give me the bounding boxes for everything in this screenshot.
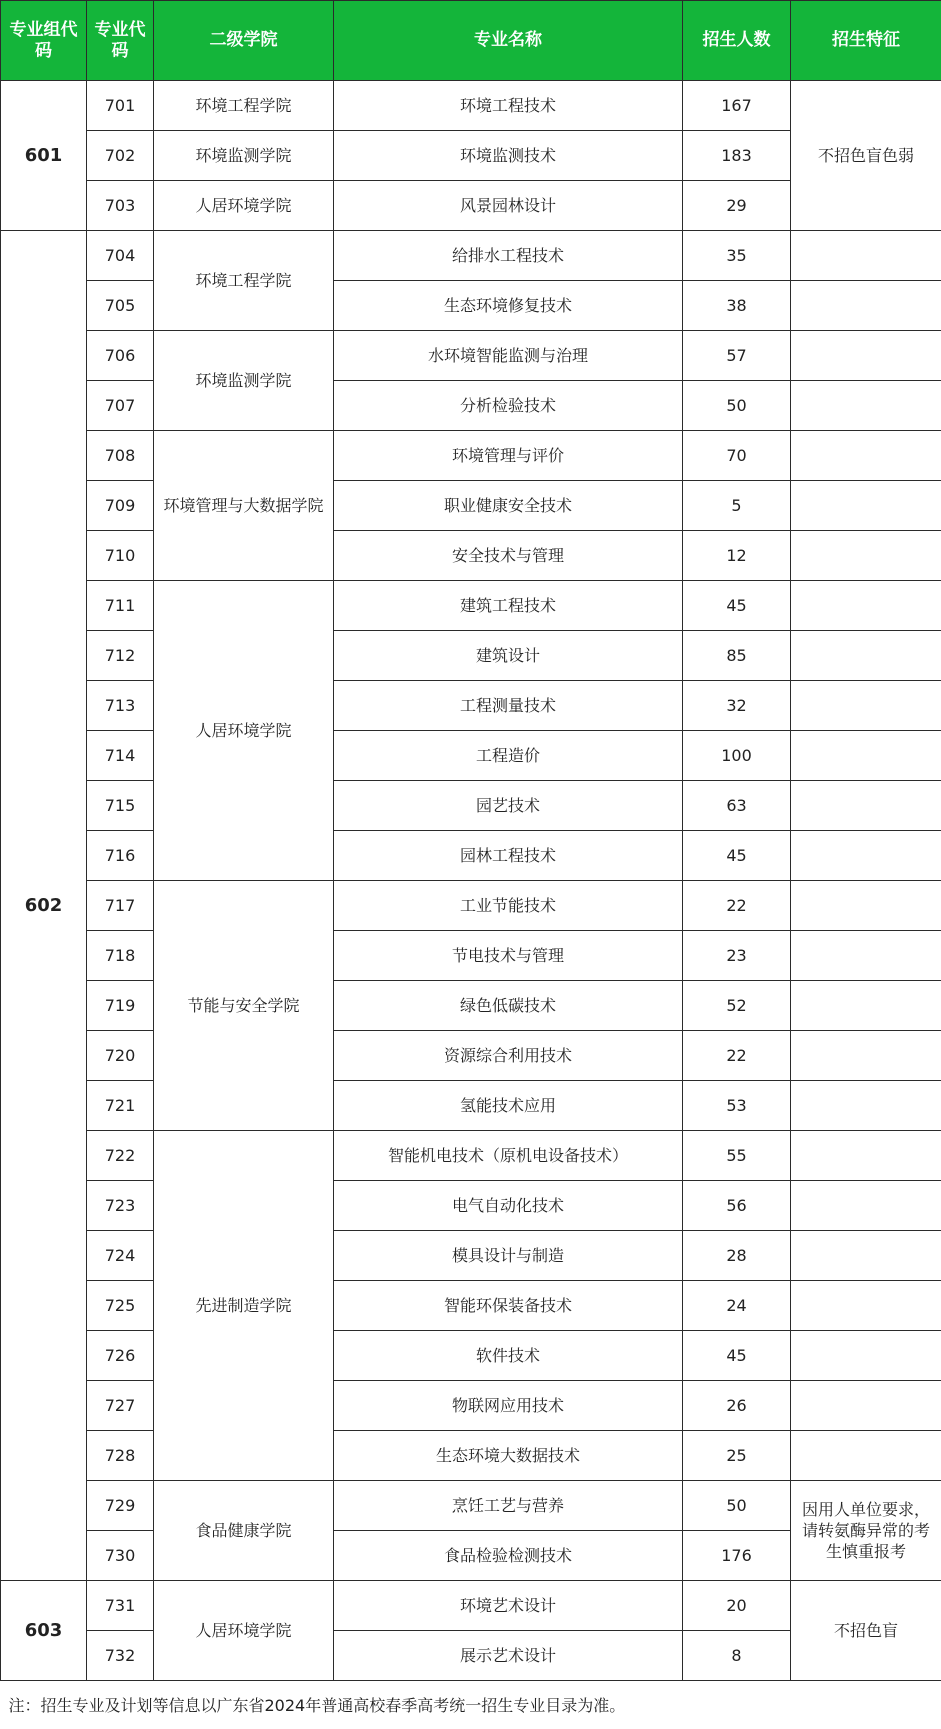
header-enrollment: 招生人数 — [683, 1, 791, 81]
feature-cell — [791, 481, 941, 531]
major-name: 工业节能技术 — [334, 881, 683, 931]
major-name: 工程造价 — [334, 731, 683, 781]
group-code-601: 601 — [1, 81, 87, 231]
college-name: 节能与安全学院 — [154, 881, 334, 1131]
feature-cell — [791, 281, 941, 331]
major-name: 分析检验技术 — [334, 381, 683, 431]
feature-cell — [791, 431, 941, 481]
major-code: 703 — [87, 181, 154, 231]
feature-cell — [791, 581, 941, 631]
enrollment-count: 100 — [683, 731, 791, 781]
table-row — [1, 1081, 941, 1131]
major-code: 717 — [87, 881, 154, 931]
enrollment-count: 52 — [683, 981, 791, 1031]
enrollment-count: 8 — [683, 1631, 791, 1681]
major-code: 714 — [87, 731, 154, 781]
feature-cell — [791, 1381, 941, 1431]
enrollment-count: 176 — [683, 1531, 791, 1581]
major-code: 731 — [87, 1581, 154, 1631]
feature-cell — [791, 681, 941, 731]
enrollment-count: 29 — [683, 181, 791, 231]
enrollment-count: 28 — [683, 1231, 791, 1281]
enrollment-count: 20 — [683, 1581, 791, 1631]
college-name: 人居环境学院 — [154, 1581, 334, 1681]
college-name: 环境监测学院 — [154, 331, 334, 431]
major-name: 模具设计与制造 — [334, 1231, 683, 1281]
major-code: 702 — [87, 131, 154, 181]
major-code: 730 — [87, 1531, 154, 1581]
feature-601: 不招色盲色弱 — [791, 81, 941, 231]
table-row — [1, 781, 941, 831]
enrollment-count: 50 — [683, 1481, 791, 1531]
table-row — [1, 1581, 941, 1631]
group-code-603: 603 — [1, 1581, 87, 1681]
major-name: 水环境智能监测与治理 — [334, 331, 683, 381]
major-name: 环境工程技术 — [334, 81, 683, 131]
table-row — [1, 731, 941, 781]
major-code: 726 — [87, 1331, 154, 1381]
major-name: 氢能技术应用 — [334, 1081, 683, 1131]
header-major-name: 专业名称 — [334, 1, 683, 81]
feature-cell — [791, 1231, 941, 1281]
table-row — [1, 1431, 941, 1481]
major-code: 710 — [87, 531, 154, 581]
feature-cell — [791, 1131, 941, 1181]
enrollment-count: 45 — [683, 1331, 791, 1381]
feature-cell — [791, 1181, 941, 1231]
college-name: 人居环境学院 — [154, 581, 334, 881]
enrollment-count: 63 — [683, 781, 791, 831]
feature-cell — [791, 331, 941, 381]
table-row — [1, 231, 941, 281]
enrollment-count: 38 — [683, 281, 791, 331]
major-name: 展示艺术设计 — [334, 1631, 683, 1681]
table-row — [1, 981, 941, 1031]
enrollment-count: 55 — [683, 1131, 791, 1181]
feature-cell — [791, 881, 941, 931]
feature-cell — [791, 981, 941, 1031]
header-group-code: 专业组代码 — [1, 1, 87, 81]
table-row — [1, 681, 941, 731]
table-row — [1, 1031, 941, 1081]
major-name: 建筑设计 — [334, 631, 683, 681]
table-row — [1, 81, 941, 131]
major-code: 725 — [87, 1281, 154, 1331]
major-name: 生态环境修复技术 — [334, 281, 683, 331]
table-row — [1, 281, 941, 331]
major-name: 环境艺术设计 — [334, 1581, 683, 1631]
feature-cell — [791, 1031, 941, 1081]
major-code: 715 — [87, 781, 154, 831]
enrollment-count: 70 — [683, 431, 791, 481]
major-name: 给排水工程技术 — [334, 231, 683, 281]
major-code: 723 — [87, 1181, 154, 1231]
major-name: 电气自动化技术 — [334, 1181, 683, 1231]
group-code-602: 602 — [1, 231, 87, 1581]
enrollment-count: 12 — [683, 531, 791, 581]
college-name: 先进制造学院 — [154, 1131, 334, 1481]
enrollment-count: 45 — [683, 581, 791, 631]
enrollment-count: 32 — [683, 681, 791, 731]
major-code: 701 — [87, 81, 154, 131]
major-code: 712 — [87, 631, 154, 681]
college-name: 环境工程学院 — [154, 81, 334, 131]
enrollment-count: 25 — [683, 1431, 791, 1481]
major-name: 节电技术与管理 — [334, 931, 683, 981]
major-name: 工程测量技术 — [334, 681, 683, 731]
header-feature: 招生特征 — [791, 1, 941, 81]
feature-cell — [791, 381, 941, 431]
feature-food: 因用人单位要求，请转氨酶异常的考生慎重报考 — [791, 1481, 941, 1581]
enrollment-count: 53 — [683, 1081, 791, 1131]
major-code: 721 — [87, 1081, 154, 1131]
major-code: 706 — [87, 331, 154, 381]
major-name: 智能机电技术（原机电设备技术） — [334, 1131, 683, 1181]
major-name: 园林工程技术 — [334, 831, 683, 881]
college-name: 人居环境学院 — [154, 181, 334, 231]
feature-cell — [791, 631, 941, 681]
table-row — [1, 931, 941, 981]
enrollment-count: 57 — [683, 331, 791, 381]
major-name: 食品检验检测技术 — [334, 1531, 683, 1581]
footnote: 注：招生专业及计划等信息以广东省2024年普通高校春季高考统一招生专业目录为准。 — [1, 1681, 941, 1729]
table-row — [1, 1481, 941, 1531]
major-code: 732 — [87, 1631, 154, 1681]
major-name: 风景园林设计 — [334, 181, 683, 231]
major-name: 环境管理与评价 — [334, 431, 683, 481]
feature-cell — [791, 731, 941, 781]
major-name: 软件技术 — [334, 1331, 683, 1381]
feature-cell — [791, 781, 941, 831]
table-row — [1, 1281, 941, 1331]
feature-cell — [791, 1331, 941, 1381]
table-row — [1, 631, 941, 681]
major-name: 烹饪工艺与营养 — [334, 1481, 683, 1531]
enrollment-count: 167 — [683, 81, 791, 131]
header-college: 二级学院 — [154, 1, 334, 81]
table-row — [1, 1331, 941, 1381]
feature-603: 不招色盲 — [791, 1581, 941, 1681]
major-name: 智能环保装备技术 — [334, 1281, 683, 1331]
feature-cell — [791, 1431, 941, 1481]
table-row — [1, 881, 941, 931]
header-row — [1, 1, 941, 81]
table-row — [1, 481, 941, 531]
major-code: 705 — [87, 281, 154, 331]
feature-cell — [791, 1081, 941, 1131]
table-row — [1, 381, 941, 431]
enrollment-count: 26 — [683, 1381, 791, 1431]
enrollment-count: 22 — [683, 881, 791, 931]
major-code: 728 — [87, 1431, 154, 1481]
college-name: 环境监测学院 — [154, 131, 334, 181]
table-row — [1, 531, 941, 581]
major-name: 安全技术与管理 — [334, 531, 683, 581]
table-row — [1, 1381, 941, 1431]
major-code: 727 — [87, 1381, 154, 1431]
college-name: 环境管理与大数据学院 — [154, 431, 334, 581]
enrollment-count: 22 — [683, 1031, 791, 1081]
feature-cell — [791, 531, 941, 581]
feature-cell — [791, 831, 941, 881]
major-name: 绿色低碳技术 — [334, 981, 683, 1031]
major-code: 713 — [87, 681, 154, 731]
major-name: 建筑工程技术 — [334, 581, 683, 631]
header-major-code: 专业代码 — [87, 1, 154, 81]
feature-cell — [791, 231, 941, 281]
major-name: 生态环境大数据技术 — [334, 1431, 683, 1481]
table-row — [1, 1181, 941, 1231]
major-code: 718 — [87, 931, 154, 981]
table-row — [1, 1131, 941, 1181]
enrollment-count: 5 — [683, 481, 791, 531]
major-code: 729 — [87, 1481, 154, 1531]
major-code: 709 — [87, 481, 154, 531]
major-code: 716 — [87, 831, 154, 881]
enrollment-count: 35 — [683, 231, 791, 281]
enrollment-count: 56 — [683, 1181, 791, 1231]
feature-cell — [791, 1281, 941, 1331]
feature-cell — [791, 931, 941, 981]
major-name: 园艺技术 — [334, 781, 683, 831]
note-row — [1, 1681, 941, 1729]
major-code: 724 — [87, 1231, 154, 1281]
table-row — [1, 581, 941, 631]
table-row — [1, 1231, 941, 1281]
major-code: 711 — [87, 581, 154, 631]
enrollment-count: 85 — [683, 631, 791, 681]
major-code: 708 — [87, 431, 154, 481]
major-code: 707 — [87, 381, 154, 431]
college-name: 环境工程学院 — [154, 231, 334, 331]
major-name: 物联网应用技术 — [334, 1381, 683, 1431]
enrollment-count: 50 — [683, 381, 791, 431]
enrollment-count: 45 — [683, 831, 791, 881]
major-name: 职业健康安全技术 — [334, 481, 683, 531]
major-code: 704 — [87, 231, 154, 281]
table-row — [1, 431, 941, 481]
enrollment-count: 23 — [683, 931, 791, 981]
enrollment-count: 24 — [683, 1281, 791, 1331]
enrollment-count: 183 — [683, 131, 791, 181]
college-name: 食品健康学院 — [154, 1481, 334, 1581]
major-code: 720 — [87, 1031, 154, 1081]
table-row — [1, 331, 941, 381]
major-name: 资源综合利用技术 — [334, 1031, 683, 1081]
table-row — [1, 831, 941, 881]
major-name: 环境监测技术 — [334, 131, 683, 181]
major-code: 719 — [87, 981, 154, 1031]
major-code: 722 — [87, 1131, 154, 1181]
